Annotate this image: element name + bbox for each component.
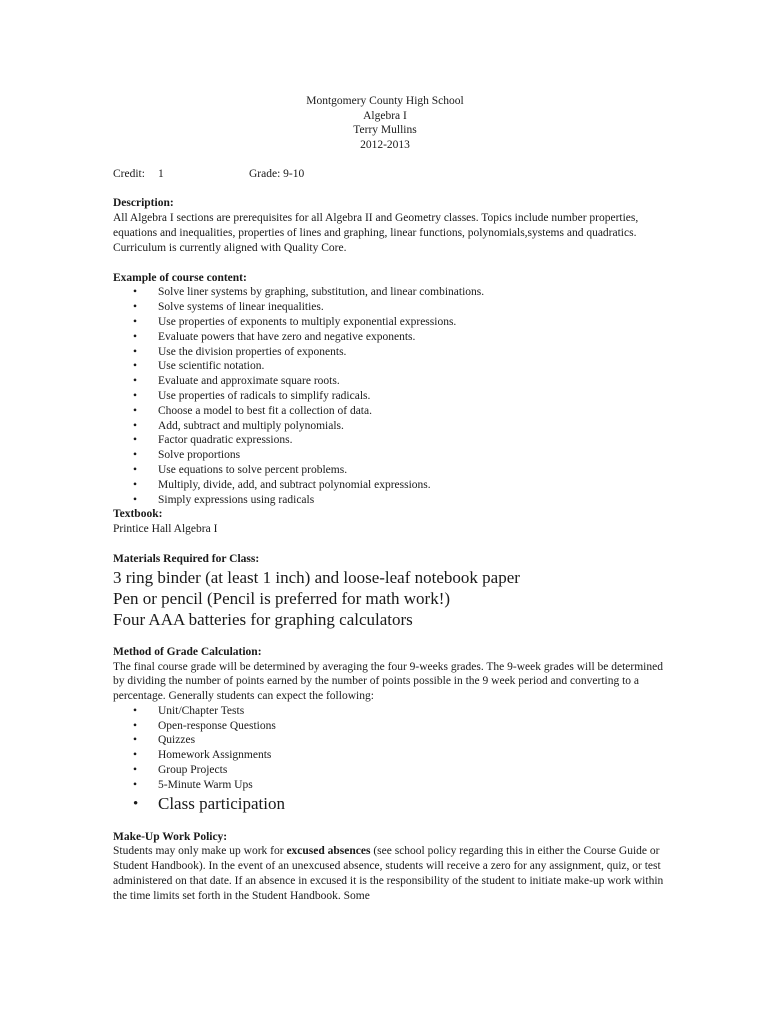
bullet-icon: •: [133, 463, 138, 476]
list-item: • Solve liner systems by graphing, substitution, and linear combinations.: [133, 286, 485, 299]
list-item: • Evaluate and approximate square roots.: [133, 375, 340, 388]
list-item: • Simply expressions using radicals: [133, 493, 315, 506]
bullet-icon: •: [133, 734, 138, 747]
bullet-icon: •: [133, 360, 138, 373]
course-name: Algebra I: [363, 109, 407, 122]
bullet-icon: •: [133, 778, 138, 791]
materials-item: 3 ring binder (at least 1 inch) and loose-leaf notebook paper: [113, 567, 520, 587]
bullet-icon: •: [133, 478, 138, 491]
list-item: • Quizzes: [133, 734, 196, 747]
excused-absences-emphasis: excused absences: [286, 845, 371, 858]
makeup-section: [113, 830, 673, 904]
list-item: • Group Projects: [133, 764, 228, 777]
grade-level: Grade: 9-10: [249, 168, 305, 181]
list-item: • Class participation: [133, 793, 286, 813]
bullet-icon: •: [133, 419, 138, 432]
grading-list: [113, 704, 673, 815]
bullet-icon: •: [133, 315, 138, 328]
bullet-icon: •: [133, 404, 138, 417]
list-item: • Use the division properties of exponents.: [133, 345, 347, 358]
list-item: • Homework Assignments: [133, 749, 272, 762]
document-header: [113, 94, 657, 152]
list-item: • Solve proportions: [133, 449, 241, 462]
document-page: [113, 94, 673, 904]
description-section: [113, 196, 673, 255]
bullet-icon: •: [133, 449, 138, 462]
list-item: • Multiply, divide, add, and subtract polynomial expressions.: [133, 478, 431, 491]
bullet-icon: •: [133, 704, 138, 717]
makeup-heading: Make-Up Work Policy:: [113, 830, 228, 843]
bullet-icon: •: [133, 764, 138, 777]
teacher-name: Terry Mullins: [353, 124, 417, 137]
materials-item: Four AAA batteries for graphing calculators: [113, 609, 413, 629]
list-item: • Unit/Chapter Tests: [133, 704, 245, 717]
list-item: • 5-Minute Warm Ups: [133, 778, 253, 791]
list-item: • Use properties of radicals to simplify radicals.: [133, 389, 371, 402]
school-name: Montgomery County High School: [306, 95, 464, 107]
list-item: • Solve systems of linear inequalities.: [133, 301, 324, 314]
bullet-icon: •: [133, 389, 138, 402]
credit-row: [113, 167, 673, 182]
bullet-icon: •: [133, 301, 138, 314]
grading-section: [113, 645, 673, 815]
list-item: • Add, subtract and multiply polynomials.: [133, 419, 344, 432]
list-item: • Use properties of exponents to multiply exponential expressions.: [133, 315, 457, 328]
credit-label: Credit:: [113, 168, 145, 181]
bullet-icon: •: [133, 375, 138, 388]
list-item: • Open-response Questions: [133, 719, 276, 732]
materials-section: [113, 552, 673, 630]
bullet-icon: •: [133, 749, 138, 762]
bullet-icon: •: [133, 345, 138, 358]
grading-heading: Method of Grade Calculation:: [113, 645, 262, 658]
list-item: • Choose a model to best fit a collection of data.: [133, 404, 372, 417]
course-content-heading: Example of course content:: [113, 271, 247, 284]
list-item: • Use equations to solve percent problems.: [133, 463, 348, 476]
course-content-section: [113, 271, 673, 508]
textbook-section: [113, 507, 673, 537]
description-text: All Algebra I sections are prerequisites for all Algebra II and Geometry classes. Topics include number properties, equations and inequalities, properties of lines and graphing, linear functions, polynomials,systems and quadratics. Curriculum is currently aligned with Quality Core.: [113, 212, 639, 254]
school-year: 2012-2013: [360, 138, 410, 151]
bullet-icon: •: [133, 286, 138, 299]
textbook-text: Printice Hall Algebra I: [113, 523, 218, 536]
grading-text: The final course grade will be determined by averaging the four 9-weeks grades. The 9-week grades will be determined by dividing the number of points earned by the number of points possible in the 9 week period and converting to a percentage. Generally students can expect the following:: [113, 660, 663, 703]
textbook-heading: Textbook:: [113, 508, 163, 521]
bullet-icon: •: [133, 330, 138, 343]
bullet-icon: •: [133, 434, 138, 447]
description-heading: Description:: [113, 197, 174, 210]
list-item: • Factor quadratic expressions.: [133, 434, 293, 447]
makeup-text: Students may only make up work for excused absences (see school policy regarding this in either the Course Guide or Student Handbook). In the event of an unexcused absence, students will receive a zero for any assignment, quiz, or test administered on that date. If an absence in excused it is the responsibility of the student to initiate make-up work within the time limits set forth in the Student Handbook. Some: [113, 845, 664, 902]
materials-heading: Materials Required for Class:: [113, 552, 260, 565]
bullet-icon: •: [133, 719, 138, 732]
course-content-list: [113, 285, 673, 507]
list-item: • Evaluate powers that have zero and negative exponents.: [133, 330, 416, 343]
materials-item: Pen or pencil (Pencil is preferred for math work!): [113, 588, 451, 608]
credit-value: 1: [158, 168, 164, 181]
list-item: • Use scientific notation.: [133, 360, 265, 373]
bullet-icon: •: [133, 493, 138, 506]
bullet-icon: •: [133, 795, 139, 812]
